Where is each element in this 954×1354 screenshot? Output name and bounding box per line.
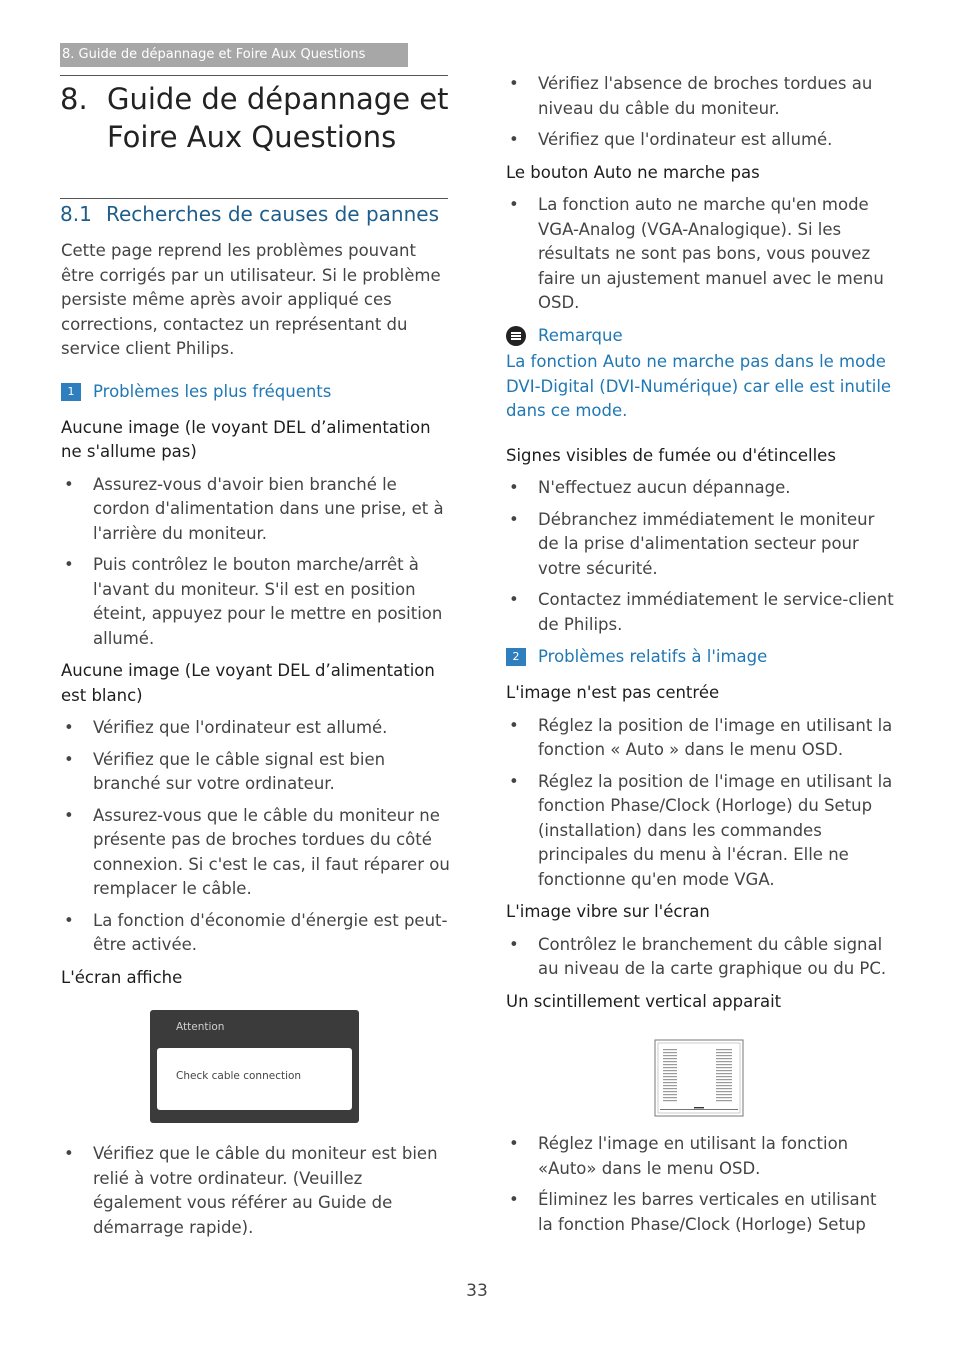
note-heading (506, 324, 896, 349)
bullet-icon: • (64, 718, 74, 737)
list-no-image-led-off (61, 473, 451, 652)
left-column-bottom (61, 1142, 451, 1248)
list-item: • N'effectuez aucun dépannage. (506, 476, 896, 501)
bullet-icon: • (509, 934, 519, 954)
bullet-icon: • (509, 1190, 519, 1209)
subheading-flicker: Un scintillement vertical apparait (506, 991, 782, 1011)
bullet-icon: • (509, 74, 519, 93)
bullet-icon: • (64, 805, 74, 825)
list-item: • Vérifiez que l'ordinateur est allumé. (61, 716, 451, 741)
list-item: • Assurez-vous d'avoir bien branché le cordon d'alimentation dans une prise, et à l'arrière du moniteur. (64, 474, 444, 543)
list-item: • Contactez immédiatement le service-client de Philips. (509, 590, 894, 634)
list-right-top (506, 72, 896, 153)
chapter-number: 8. (60, 82, 88, 116)
subheading-vibrates: L'image vibre sur l'écran (506, 902, 710, 921)
subheading-auto-button: Le bouton Auto ne marche pas (506, 162, 760, 182)
list-item: • Éliminez les barres verticales en utilisant la fonction Phase/Clock (Horloge) Setup (509, 1190, 877, 1234)
list-item: • Débranchez immédiatement le moniteur de la prise d'alimentation secteur pour votre sécurité. (509, 509, 875, 578)
bullet-icon: • (509, 715, 519, 735)
running-header: 8. Guide de dépannage et Foire Aux Questions (60, 43, 408, 67)
list-auto-button (506, 193, 896, 316)
right-column (506, 72, 896, 1022)
right-column-bottom (506, 1132, 896, 1245)
bullet-icon: • (509, 1134, 519, 1153)
topic-heading-2 (506, 645, 896, 669)
bullet-icon: • (64, 910, 74, 930)
osd-warning-illustration (150, 1010, 359, 1123)
list-item: • Vérifiez l'absence de broches tordues au niveau du câble du moniteur. (509, 74, 873, 118)
bullet-icon: • (64, 1144, 74, 1163)
vertical-flicker-illustration (654, 1039, 744, 1117)
osd-message: Check cable connection (176, 1070, 302, 1082)
chapter-title (60, 80, 450, 156)
list-item: • Assurez-vous que le câble du moniteur ne présente pas de broches tordues du côté connexion. Si c'est le cas, il faut réparer ou remplacer le câble. (64, 805, 450, 898)
page-number: 33 (466, 1281, 488, 1301)
list-item: • Vérifiez que le câble du moniteur est bien relié à votre ordinateur. (Veuillez également vous référer au Guide de démarrage rapide). (64, 1144, 438, 1237)
section-title (60, 200, 450, 228)
list-item: • Vérifiez que le câble signal est bien branché sur votre ordinateur. (64, 749, 386, 793)
subheading-no-image-led-white: Aucune image (Le voyant DEL d’alimentation est blanc) (61, 661, 435, 705)
topic-badge-1: 1 (61, 383, 81, 401)
left-column (61, 239, 451, 998)
bullet-icon: • (509, 195, 519, 214)
list-item: • Réglez la position de l'image en utilisant la fonction « Auto » dans le menu OSD. (509, 715, 893, 759)
subheading-no-image-led-off: Aucune image (le voyant DEL d’alimentation ne s'allume pas) (61, 417, 431, 461)
section-number: 8.1 (60, 202, 92, 226)
intro-paragraph: Cette page reprend les problèmes pouvant être corrigés par un utilisateur. Si le problème persiste même après avoir appliqué ces corrections, contactez un représentant du service client Philips. (61, 241, 441, 358)
bullet-icon: • (64, 555, 74, 574)
note-icon (506, 326, 526, 346)
list-flicker (506, 1132, 896, 1237)
subheading-not-centered: L'image n'est pas centrée (506, 683, 720, 702)
section-title-text: Recherches de causes de pannes (106, 202, 439, 226)
bullet-icon: • (509, 478, 519, 497)
list-not-centered (506, 714, 896, 893)
note-title: Remarque (538, 325, 623, 345)
section-rule (60, 198, 448, 199)
osd-title: Attention (176, 1021, 225, 1033)
bullet-icon: • (509, 509, 519, 529)
list-smoke (506, 476, 896, 637)
list-vibrates (506, 933, 896, 982)
topic-title-1: Problèmes les plus fréquents (93, 381, 332, 401)
bullet-icon: • (509, 590, 519, 609)
bullet-icon: • (509, 771, 519, 791)
list-item: • Vérifiez que l'ordinateur est allumé. (506, 128, 896, 153)
list-item: • Contrôlez le branchement du câble signal au niveau de la carte graphique ou du PC. (509, 934, 887, 978)
topic-heading-1 (61, 380, 451, 404)
list-item: • Réglez la position de l'image en utilisant la fonction Phase/Clock (Horloge) du Setup (installation) dans les commandes principales du menu à l'écran. Elle ne fonctionne qu'en mode VGA. (509, 771, 893, 889)
subheading-screen-shows: L'écran affiche (61, 967, 183, 987)
bullet-icon: • (64, 474, 74, 494)
list-item: • La fonction d'économie d'énergie est peut-être activée. (64, 910, 448, 954)
osd-message-box (157, 1048, 352, 1110)
bullet-icon: • (64, 749, 74, 769)
list-item: • La fonction auto ne marche qu'en mode VGA-Analog (VGA-Analogique). Si les résultats ne sont pas bons, vous pouvez faire un ajustement manuel avec le menu OSD. (509, 195, 884, 312)
topic-title-2: Problèmes relatifs à l'image (538, 647, 768, 666)
note-text: La fonction Auto ne marche pas dans le mode DVI-Digital (DVI-Numérique) car elle est inutile dans ce mode. (506, 352, 892, 420)
chapter-title-text: Guide de dépannage et Foire Aux Questions (107, 82, 449, 154)
bullet-icon: • (509, 130, 519, 149)
topic-badge-2: 2 (506, 648, 526, 666)
list-item: • Réglez l'image en utilisant la fonction «Auto» dans le menu OSD. (509, 1134, 849, 1178)
chapter-rule (60, 75, 448, 76)
list-screen-shows (61, 1142, 451, 1240)
list-no-image-led-white (61, 716, 451, 958)
list-item: • Puis contrôlez le bouton marche/arrêt à l'avant du moniteur. S'il est en position éteint, appuyez pour le mettre en position allumé. (64, 555, 443, 648)
subheading-smoke: Signes visibles de fumée ou d'étincelles (506, 445, 836, 465)
